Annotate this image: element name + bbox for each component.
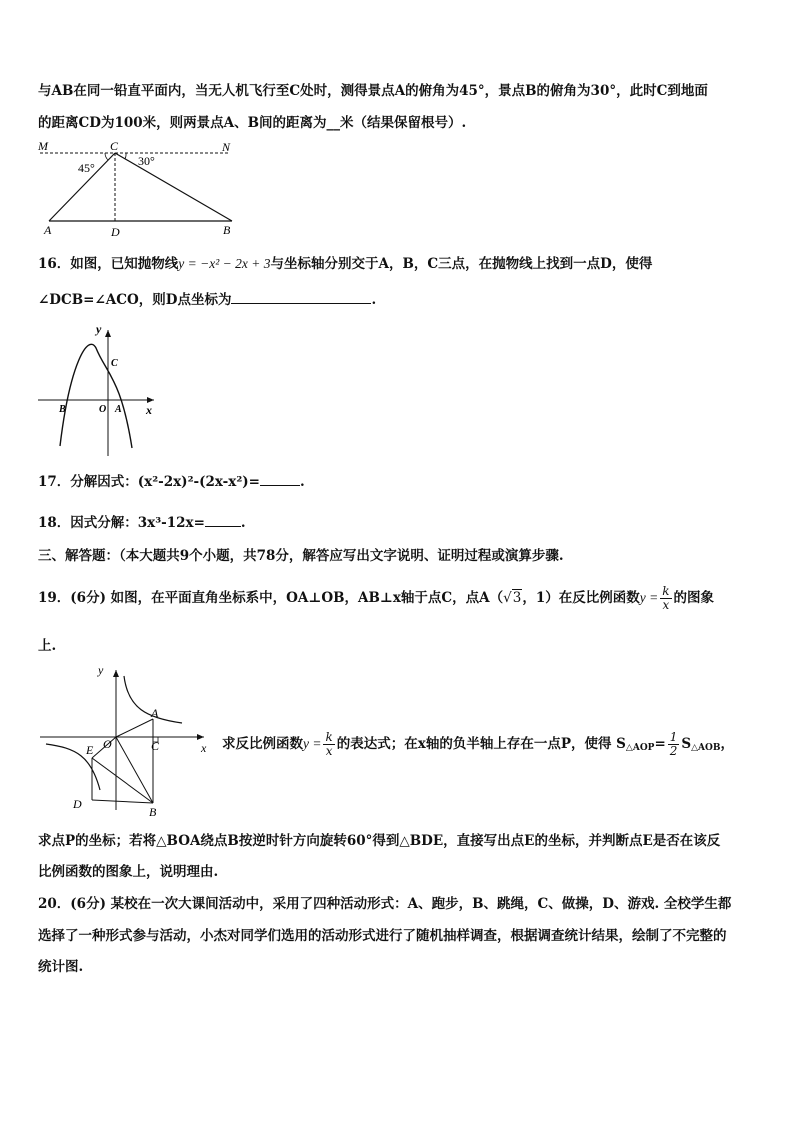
q19-prefix: 19．(6分) 如图，在平面直角坐标系中，OA⊥OB，AB⊥x轴于点C，点A（ [38,590,504,606]
q20-text-line3: 统计图. [38,959,84,975]
q19-s2: S [681,736,692,752]
q16-label-A: A [115,404,122,415]
q19-text-line3 [222,731,756,758]
q19-sub-aop: △AOP [625,743,655,753]
q16-answer-blank[interactable] [231,303,371,304]
q15-label-A: A [44,223,52,237]
q19-half [668,731,680,758]
q17-period: . [299,474,305,490]
q16-label-B: B [59,404,66,415]
q19-label-x: x [201,741,207,755]
q16-label-x: x [146,403,152,417]
q19-label-E: E [86,743,94,757]
q20-text-line2: 选择了一种形式参与活动，小杰对同学们选用的活动形式进行了随机抽样调查，根据调查统计结果，绘制了不完整的 [38,928,727,944]
q16-prefix: 16．如图，已知抛物线 [38,256,179,272]
q15-label-C: C [110,139,119,153]
q19-text-line2: 上. [38,638,57,654]
q16-period: . [371,292,377,308]
q19-s2-end: ， [720,736,734,752]
q19-line3-function-y: y = [303,736,322,751]
q19-text-line5: 比例函数的图象上，说明理由. [38,864,219,880]
q19-label-A: A [151,706,159,720]
q19-half-num: 1 [669,730,678,744]
q19-label-O: O [103,737,112,751]
q15-label-M: M [38,139,48,153]
q15-figure [34,138,244,242]
q19-fraction-k-x [660,585,671,612]
q19-line3-fraction [323,731,334,758]
q19-line3-prefix: 求反比例函数 [222,736,303,752]
q15-text-line2: 的距离CD为100米，则两景点A、B间的距离为__米（结果保留根号）. [38,115,467,131]
q18-question: 18．因式分解：3x³-12x= [38,515,205,531]
q19-mid: ，1）在反比例函数 [522,590,640,606]
q16-text-line1 [38,254,756,274]
q16-label-y: y [96,322,102,336]
q15-label-D: D [111,225,120,239]
q19-frac-den: x [662,598,670,612]
q18-answer-blank[interactable] [205,526,241,527]
q19-frac-num: k [662,584,670,598]
q19-text-line4: 求点P的坐标；若将△BOA绕点B按逆时针方向旋转60°得到△BDE，直接写出点E的坐标，并判断点E是否在该反 [38,833,721,849]
q19-label-C: C [151,739,160,753]
q16-text-line2 [38,290,756,310]
q19-label-D: D [73,797,82,811]
q19-sqrt-radicand: 3 [512,590,522,606]
q15-label-N: N [222,140,231,154]
q19-suffix: 的图象 [673,590,715,606]
q19-equals: = [654,736,666,752]
q16-line2: ∠DCB=∠ACO，则D点坐标为 [38,292,232,308]
section-3-heading: 三、解答题：（本大题共9个小题，共78分，解答应写出文字说明、证明过程或演算步骤. [38,548,564,564]
q19-function-y: y = [639,590,659,605]
q17-text [38,472,756,492]
q18-period: . [240,515,246,531]
q19-line3-frac-den: x [325,744,333,758]
q19-sub-aob: △AOB [691,743,721,753]
q19-sqrt: √3 [503,590,522,606]
q15-angle-30: 30° [138,154,155,168]
q19-half-den: 2 [669,744,678,758]
q16-formula: y = −x² − 2x + 3 [178,256,271,271]
q19-figure [36,660,216,820]
q17-question: 17．分解因式：(x²-2x)²-(2x-x²)= [38,474,260,490]
q17-answer-blank[interactable] [260,485,300,486]
q16-label-O: O [99,404,107,415]
q19-text-line1 [38,585,756,612]
q16-figure [36,318,166,458]
q15-text-line1: 与AB在同一铅直平面内，当无人机飞行至C处时，测得景点A的俯角为45°，景点B的俯角为30°，此时C到地面 [38,83,708,99]
q16-suffix: 与坐标轴分别交于A，B，C三点，在抛物线上找到一点D，使得 [270,256,653,272]
q19-label-y: y [98,663,104,677]
q18-text [38,513,756,533]
q15-angle-45: 45° [78,161,95,175]
q15-label-B: B [223,223,231,237]
q19-line3-frac-num: k [325,730,333,744]
q19-line3-mid: 的表达式；在x轴的负半轴上存在一点P，使得 S [336,736,626,752]
q19-label-B: B [149,805,157,819]
q20-text-line1: 20．(6分) 某校在一次大课间活动中，采用了四种活动形式：A、跑步，B、跳绳，C、做操，D、游戏. 全校学生都 [38,896,732,912]
q16-label-C: C [111,358,118,369]
